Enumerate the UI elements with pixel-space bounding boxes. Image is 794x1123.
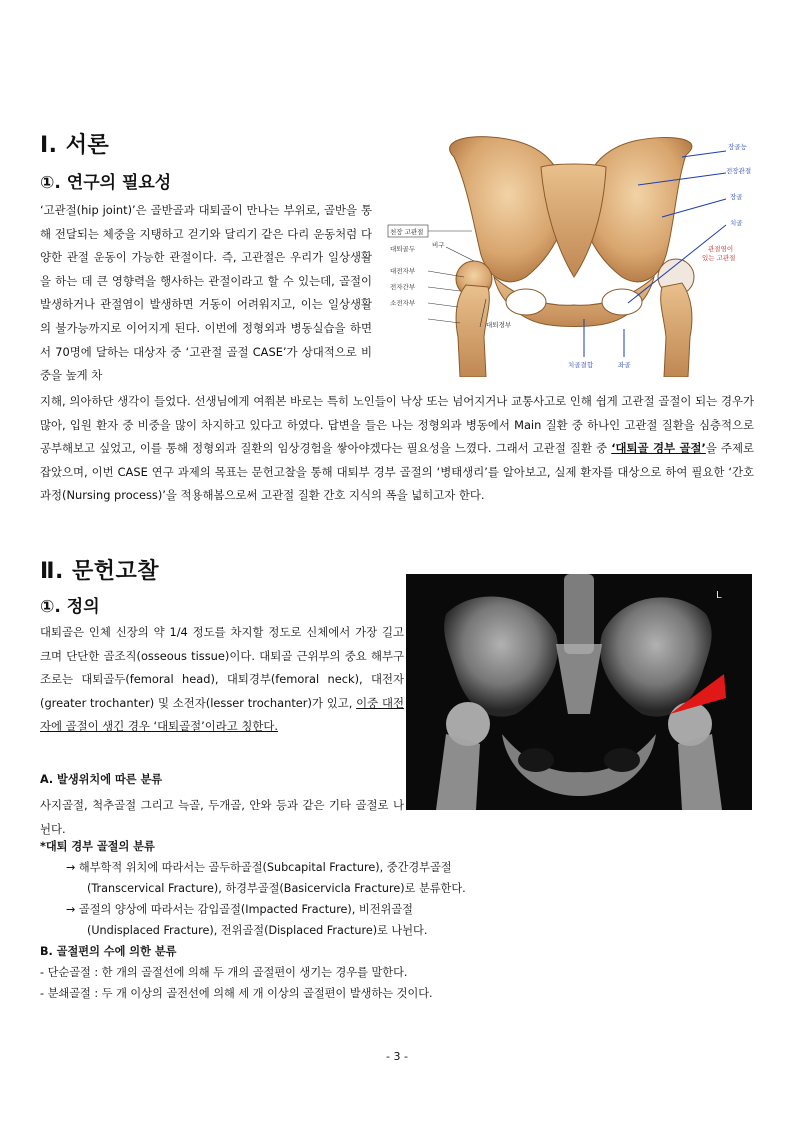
label-arthritic-hip-2: 있는 고관절	[702, 254, 736, 262]
topic-emphasis: ‘대퇴골 경부 골절’	[611, 441, 706, 456]
label-femoral-head: 대퇴골두	[390, 245, 416, 253]
classification-A-title: A. 발생위치에 따른 분류	[40, 773, 163, 786]
classification-B-item: - 단순골절 : 한 개의 골절선에 의해 두 개의 골절편이 생기는 경우를 말한다.	[40, 966, 408, 979]
classification-B-item: - 분쇄골절 : 두 개 이상의 골전선에 의해 세 개 이상의 골절편이 발생하는 것이다.	[40, 987, 433, 1000]
neck-item: (Transcervical Fracture), 하경부골절(Basicervicla Fracture)로 분류한다.	[87, 882, 466, 895]
label-arthritic-hip-1: 관절염이	[708, 245, 734, 253]
label-acetabulum: 비구	[432, 241, 445, 249]
classification-B-title: B. 골절편의 수에 의한 분류	[40, 945, 177, 958]
definition-emphasis: 이중 대전자에 골절이 생긴 경우 ‘대퇴골절’이라고 칭한다.	[40, 695, 404, 734]
fracture-classification-list	[40, 836, 740, 1004]
neck-item: → 해부학적 위치에 따라서는 골두하골절(Subcapital Fracture), 중간경부골절	[66, 861, 452, 874]
label-iliac-crest: 장골능	[728, 143, 747, 151]
pelvis-illustration	[376, 127, 752, 377]
label-sacroiliac: 전장관절	[726, 167, 752, 175]
label-intertrochanter: 전자간부	[390, 283, 416, 291]
label-sacroiliac-joint: 천장 고관절	[390, 228, 424, 236]
pelvis-xray-figure	[406, 574, 752, 810]
neck-item: → 골절의 양상에 따라서는 감입골절(Impacted Fracture), 비전위골절	[66, 903, 413, 916]
neck-item: (Undisplaced Fracture), 전위골절(Displaced Fracture)로 나뉜다.	[87, 924, 428, 937]
label-femoral-neck: 대퇴경부	[486, 321, 512, 329]
label-ischium: 좌골	[618, 361, 631, 369]
intro-paragraph-part2: 지해, 의아하단 생각이 들었다. 선생님에게 여쭤본 바로는 특히 노인들이 낙상 또는 넘어지거나 교통사고로 인해 쉽게 고관절 골절이 되는 경우가 많아, 입원 환자 중 비중을 많이 차지하고 있다고 하였다. 답변을 들은 나는 정형외과 병동에서 Main 질환 중 하나인 고관절 질환을 심층적으로 공부해보고 싶었고, 이를 통해 정형외과 질환의 임상경험을 쌓아야겠다는 필요성을 느꼈다. 그래서 고관절 질환 중 ‘대퇴골 경부 골절’을 주제로 잡았으며, 이번 CASE 연구 과제의 목표는 문헌고찰을 통해 대퇴부 경부 골절의 ‘병태생리’를 알아보고, 실제 환자를 대상으로 하여 필요한 ‘간호과정(Nursing process)’을 적용해봄으로써 고관절 질환 간호 지식의 폭을 넓히고자 한다.	[40, 394, 755, 503]
section2-subheading: ①. 정의	[40, 597, 100, 617]
label-lesser-trochanter: 소전자부	[390, 299, 416, 307]
label-ilium: 장골	[730, 193, 743, 201]
classification-A-text: 사지골절, 척추골절 그리고 늑골, 두개골, 안와 등과 같은 기타 골절로 나뉜다.	[40, 798, 404, 836]
section2-heading: Ⅱ. 문헌고찰	[40, 559, 160, 584]
section1-subheading: ①. 연구의 필요성	[40, 173, 172, 193]
label-pubic-symphysis: 치골결합	[568, 361, 594, 369]
intro-paragraph-part1: ‘고관절(hip joint)’은 골반골과 대퇴골이 만나는 부위로, 골반을 통해 전달되는 체중을 지탱하고 걷기와 달리기 같은 다리 운동처럼 다양한 관절 운동이 가능한 관절이다. 즉, 고관절은 우리가 일상생활을 하는 데 큰 영향력을 행사하는 관절이라고 할 수 있는데, 골절이 발생하거나 관절염이 발생하면 거동이 어려워지고, 이는 일상생활의 불가능까지로 이어지게 된다. 이번에 정형외과 병동실습을 하면서 70명에 달하는 대상자 중 ‘고관절 골절 CASE’가 상대적으로 비중을 높게 차	[40, 203, 372, 383]
neck-fracture-title: *대퇴 경부 골절의 분류	[40, 840, 155, 853]
definition-paragraph: 대퇴골은 인체 신장의 약 1/4 정도를 차지할 정도로 신체에서 가장 길고 크며 단단한 골조직(osseous tissue)이다. 대퇴골 근위부의 중요 해부구조로는 대퇴골두(femoral head), 대퇴경부(femoral neck), 대전자(greater trochanter) 및 소전자(lesser trochanter)가 있고, 이중 대전자에 골절이 생긴 경우 ‘대퇴골절’이라고 칭한다.	[40, 625, 404, 734]
xray-side-marker: L	[716, 590, 722, 601]
label-greater-trochanter: 대전자부	[390, 267, 416, 275]
label-pubis: 치골	[730, 219, 743, 227]
page-number: - 3 -	[386, 1050, 408, 1063]
pelvis-anatomy-figure	[376, 127, 752, 377]
section1-heading: Ⅰ. 서론	[40, 133, 110, 158]
pelvis-xray	[406, 574, 752, 810]
